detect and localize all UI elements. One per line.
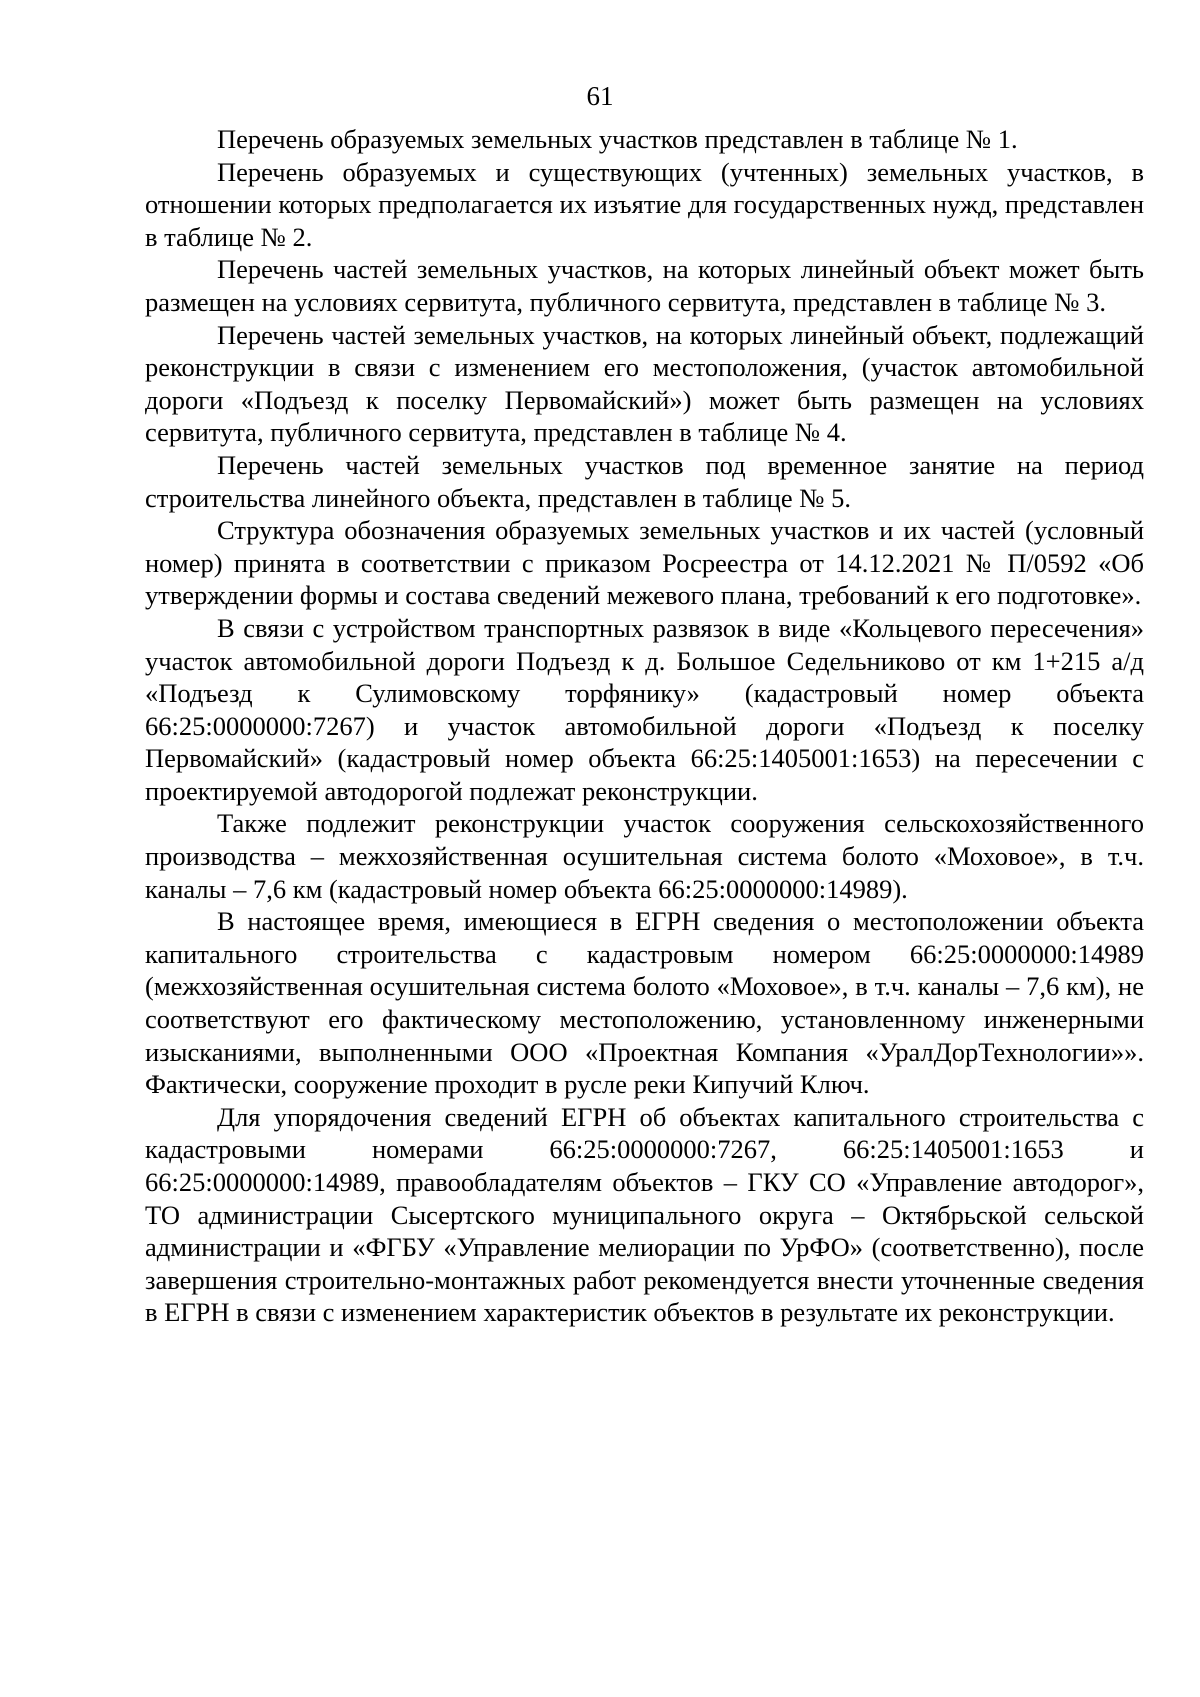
- paragraph-table-1: Перечень образуемых земельных участков представлен в таблице № 1.: [217, 124, 1018, 154]
- paragraph-table-2: Перечень образуемых и существующих (учтенных) земельных участков, в отношении которых предполагается их изъятие для государственных нужд, представлен в таблице № 2.: [145, 156, 1144, 252]
- paragraph-egrn-recommendation: Для упорядочения сведений ЕГРН об объектах капитального строительства с кадастровыми номерами 66:25:0000000:7267, 66:25:1405001:1653 и 66:25:0000000:14989, правообладателям объектов – ГКУ СО «Управление автодорог», ТО администрации Сысертского муниципального округа – Октябрьской сельской администрации и «ФГБУ «Управление мелиорации по УрФО» (соответственно), после завершения строительно-монтажных работ рекомендуется внести уточненные сведения в ЕГРН в связи с изменением характеристик объектов в результате их реконструкции.: [145, 1101, 1144, 1328]
- paragraph-numbering-structure: Структура обозначения образуемых земельных участков и их частей (условный номер) принята в соответствии с приказом Росреестра от 14.12.2021 № П/0592 «Об утверждении формы и состава сведений межевого плана, требований к его подготовке».: [145, 515, 1144, 611]
- document-body: [145, 123, 1144, 1329]
- page-number: 61: [586, 81, 614, 111]
- paragraph-table-4: Перечень частей земельных участков, на которых линейный объект, подлежащий реконструкции в связи с изменением его местоположения, (участок автомобильной дороги «Подъезд к поселку Первомайский») может быть размещен на условиях сервитута, публичного сервитута, представлен в таблице № 4.: [145, 319, 1144, 448]
- paragraph-table-3: Перечень частей земельных участков, на которых линейный объект может быть размещен на условиях сервитута, публичного сервитута, представлен в таблице № 3.: [145, 254, 1144, 317]
- paragraph-egrn-location: В настоящее время, имеющиеся в ЕГРН сведения о местоположении объекта капитального строительства с кадастровым номером 66:25:0000000:14989 (межхозяйственная осушительная система болото «Моховое», в т.ч. каналы – 7,6 км), не соответствуют его фактическому местоположению, установленному инженерными изысканиями, выполненными ООО «Проектная Компания «УралДорТехнологии»». Фактически, сооружение проходит в русле реки Кипучий Ключ.: [145, 906, 1144, 1100]
- paragraph-road-reconstruction: В связи с устройством транспортных развязок в виде «Кольцевого пересечения» участок автомобильной дороги Подъезд к д. Большое Седельниково от км 1+215 а/д «Подъезд к Сулимовскому торфянику» (кадастровый номер объекта 66:25:0000000:7267) и участок автомобильной дороги «Подъезд к поселку Первомайский» (кадастровый номер объекта 66:25:1405001:1653) на пересечении с проектируемой автодорогой подлежат реконструкции.: [145, 612, 1144, 806]
- paragraph-drainage-system: Также подлежит реконструкции участок сооружения сельскохозяйственного производства – межхозяйственная осушительная система болото «Моховое», в т.ч. каналы – 7,6 км (кадастровый номер объекта 66:25:0000000:14989).: [145, 808, 1144, 904]
- paragraph-table-5: Перечень частей земельных участков под временное занятие на период строительства линейного объекта, представлен в таблице № 5.: [145, 449, 1144, 513]
